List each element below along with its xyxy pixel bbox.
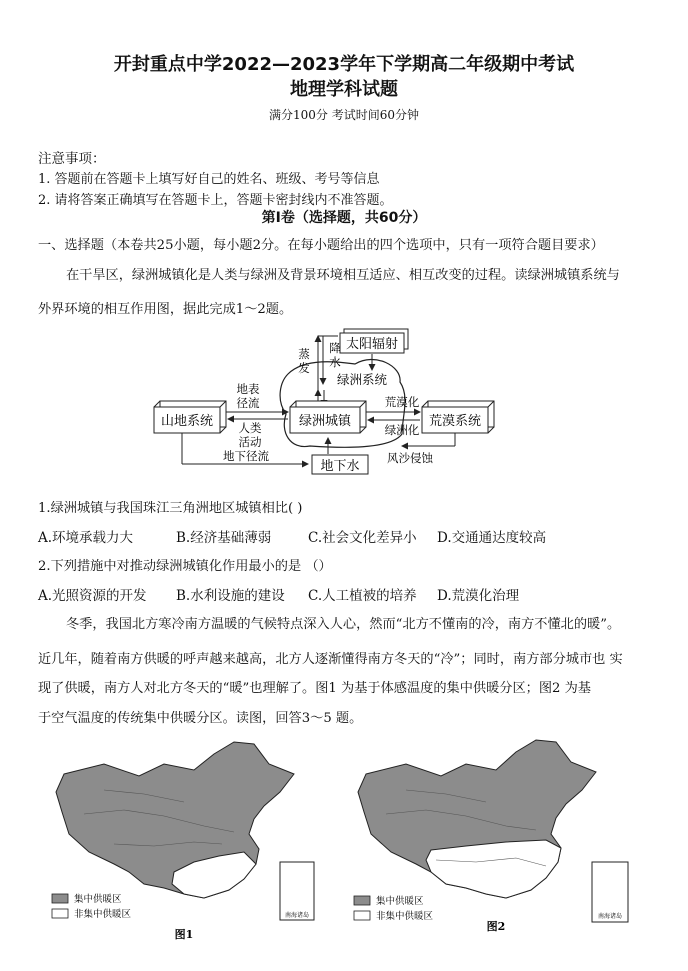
precip-char-1: 降 bbox=[329, 341, 341, 355]
heating-map-1 bbox=[44, 734, 324, 944]
passage1-line2: 外界环境的相互作用图，据此完成1～2题。 bbox=[38, 302, 293, 317]
notice-item-2: 2. 请将答案正确填写在答题卡上，答题卡密封线内不准答题。 bbox=[38, 193, 393, 208]
legend-heated-label: 集中供暖区 bbox=[74, 894, 122, 905]
oasis-system-label: 绿洲系统 bbox=[336, 372, 388, 387]
legend-heated-swatch bbox=[354, 896, 370, 905]
q1-option-b: B.经济基础薄弱 bbox=[176, 530, 272, 546]
oasis-town-label: 绿洲城镇 bbox=[298, 414, 352, 429]
surface-runoff-2: 径流 bbox=[236, 396, 260, 410]
notice-heading: 注意事项： bbox=[38, 151, 106, 167]
q2-option-b: B.水利设施的建设 bbox=[176, 588, 285, 604]
mountain-label: 山地系统 bbox=[160, 414, 214, 429]
groundwater-label: 地下水 bbox=[320, 459, 360, 474]
oasisification-label: 绿洲化 bbox=[384, 423, 420, 437]
desert-label: 荒漠系统 bbox=[428, 414, 482, 429]
section-instruction: 一、选择题（本卷共25小题，每小题2分。在每小题给出的四个选项中，只有一项符合题目要求） bbox=[38, 238, 604, 253]
exam-meta: 满分100分 考试时间60分钟 bbox=[269, 108, 419, 122]
inset-label: 南海诸岛 bbox=[284, 912, 310, 919]
china-unheated-region bbox=[426, 840, 561, 898]
wind-sand-label: 风沙侵蚀 bbox=[387, 451, 433, 465]
underground-runoff-label: 地下径流 bbox=[223, 449, 269, 463]
passage2-line1: 冬季，我国北方寒冷南方温暖的气候特点深入人心，然而“北方不懂南的冷，南方不懂北的暖”。 bbox=[66, 617, 621, 632]
q1-option-d: D.交通通达度较高 bbox=[437, 530, 547, 546]
q2-option-a: A.光照资源的开发 bbox=[38, 588, 147, 604]
human-activity-1: 人类 bbox=[238, 421, 262, 435]
sun-label: 太阳辐射 bbox=[345, 337, 399, 352]
exam-subject: 地理学科试题 bbox=[290, 79, 398, 100]
legend-heated-label: 集中供暖区 bbox=[376, 896, 424, 907]
legend-unheated-swatch bbox=[52, 909, 68, 918]
exam-title: 开封重点中学2022—2023学年下学期高二年级期中考试 bbox=[113, 54, 575, 75]
passage2-line2: 近几年，随着南方供暖的呼声越来越高，北方人逐渐懂得南方冬天的“冷”；同时，南方部分城市也 实 bbox=[38, 652, 623, 667]
legend-unheated-swatch bbox=[354, 911, 370, 920]
part-heading: 第Ⅰ卷（选择题，共60分） bbox=[261, 210, 427, 226]
passage1-line1: 在干旱区，绿洲城镇化是人类与绿洲及背景环境相互适应、相互改变的过程。读绿洲城镇系统与 bbox=[66, 268, 620, 283]
q1-option-a: A.环境承载力大 bbox=[38, 530, 134, 546]
passage2-line4: 于空气温度的传统集中供暖分区。读图，回答3～5 题。 bbox=[38, 711, 363, 726]
q2-stem: 2.下列措施中对推动绿洲城镇化作用最小的是 （） bbox=[38, 559, 332, 574]
evap-char-1: 蒸 bbox=[298, 347, 310, 361]
human-activity-2: 活动 bbox=[238, 435, 262, 449]
q2-option-d: D.荒漠化治理 bbox=[437, 588, 520, 604]
legend-unheated-label: 非集中供暖区 bbox=[74, 909, 132, 920]
heating-map-2 bbox=[346, 730, 646, 944]
inset-label: 南海诸岛 bbox=[597, 913, 623, 920]
oasis-system-diagram bbox=[140, 322, 520, 482]
q1-option-c: C.社会文化差异小 bbox=[308, 530, 417, 546]
q2-option-c: C.人工植被的培养 bbox=[308, 588, 417, 604]
desertification-label: 荒漠化 bbox=[384, 395, 420, 409]
passage2-line3: 现了供暖，南方人对北方冬天的“暖”也理解了。图1 为基于体感温度的集中供暖分区；图2 为基 bbox=[38, 681, 591, 696]
q1-stem: 1.绿洲城镇与我国珠江三角洲地区城镇相比( ) bbox=[38, 501, 303, 516]
notice-item-1: 1. 答题前在答题卡上填写好自己的姓名、班级、考号等信息 bbox=[38, 172, 380, 187]
surface-runoff-1: 地表 bbox=[236, 382, 260, 396]
legend-heated-swatch bbox=[52, 894, 68, 903]
legend-unheated-label: 非集中供暖区 bbox=[376, 911, 434, 922]
map2-caption: 图2 bbox=[486, 920, 506, 933]
precip-char-2: 水 bbox=[329, 355, 341, 369]
map1-caption: 图1 bbox=[174, 928, 194, 941]
evap-char-2: 发 bbox=[298, 361, 310, 375]
